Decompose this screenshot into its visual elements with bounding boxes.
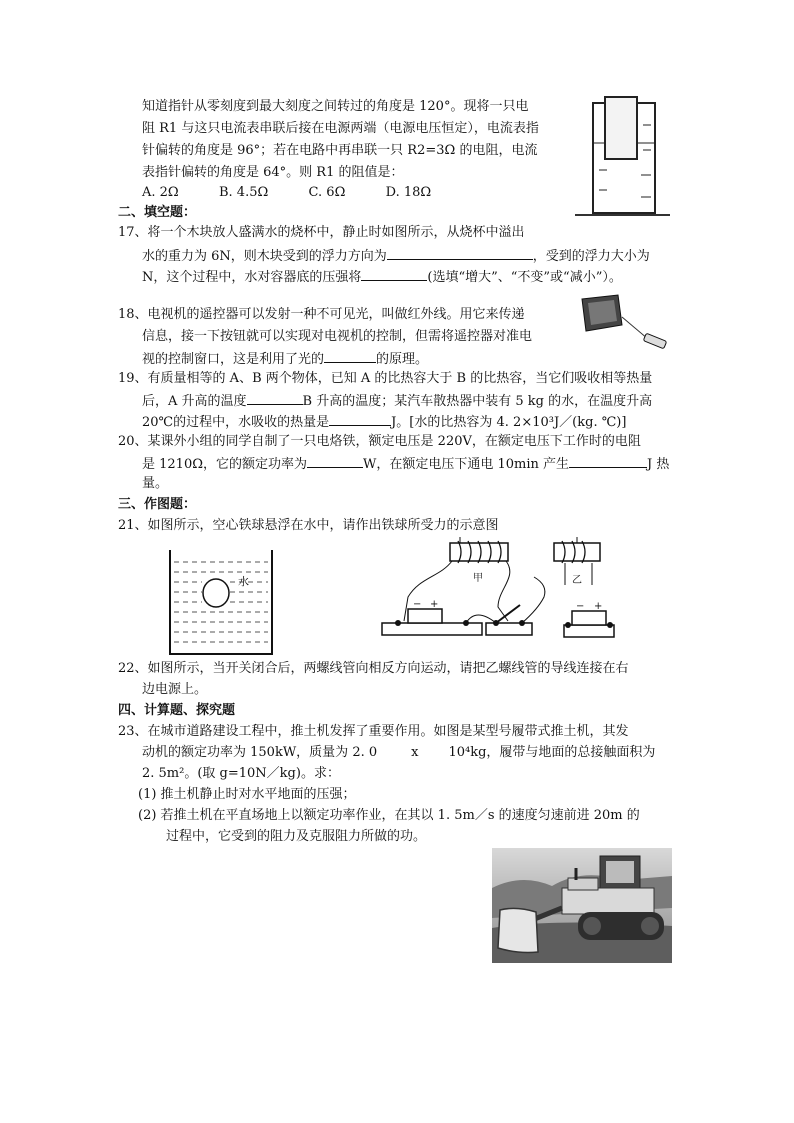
answer-blank[interactable] [247, 390, 303, 405]
q17-text: ，受到的浮力大小为 [532, 249, 650, 264]
tv-remote-figure [578, 293, 670, 355]
q18-line-2: 信息，接一下按钮就可以实现对电视机的控制，但需将遥控器对准电 [142, 329, 533, 344]
q17-line-2 [142, 245, 650, 267]
q17-text: (选填“增大”、“不变”或“减小”）。 [427, 270, 622, 285]
q23-part-2-line-1: (2) 若推土机在平直场地上以额定功率作业，在其以 1. 5m／s 的速度匀速前进 20m 的 [138, 808, 640, 823]
q16-options [142, 183, 431, 203]
q19-text: 后，A 升高的温度 [142, 394, 247, 409]
section-title-drawing: 三、作图题： [118, 497, 197, 512]
q23-line-3: 2. 5m²。(取 g=10N／kg)。求： [142, 766, 340, 781]
q23-line-2 [142, 743, 655, 763]
q16-option-c: C. 6Ω [308, 185, 346, 200]
q23-line-1: 23、在城市道路建设工程中，推土机发挥了重要作用。如图是某型号履带式推土机，其发 [118, 724, 629, 739]
q19-line-2 [142, 390, 652, 412]
q23-text: 10⁴kg，履带与地面的总接触面积为 [448, 745, 656, 760]
solenoids-figure [380, 537, 616, 649]
q19-text: 20℃的过程中，水吸收的热量是 [142, 415, 330, 430]
answer-blank[interactable] [329, 411, 391, 426]
q18-line-3 [142, 348, 428, 370]
q17-text: N，这个过程中，水对容器底的压强将 [142, 270, 362, 285]
battery-a-minus: − [413, 599, 422, 610]
q20-line-1: 20、某课外小组的同学自制了一只电烙铁，额定电压是 220V，在额定电压下工作时的电阻 [118, 434, 641, 449]
answer-blank[interactable] [387, 245, 533, 260]
q16-option-a: A. 2Ω [142, 185, 179, 200]
q18-text: 的原理。 [376, 352, 429, 367]
q22-line-1: 22、如图所示，当开关闭合后，两螺线管向相反方向运动，请把乙螺线管的导线连接在右 [118, 661, 629, 676]
q16-option-d: D. 18Ω [385, 185, 432, 200]
water-label: 水 [238, 575, 249, 588]
q18-text: 视的控制窗口，这是利用了光的 [142, 352, 325, 367]
battery-b-minus: − [576, 601, 585, 612]
q20-text: W，在额定电压下通电 10min 产生 [363, 457, 570, 472]
q16-line-2: 阻 R1 与这只电流表串联后接在电源两端（电源电压恒定），电流表指 [142, 121, 539, 136]
answer-blank[interactable] [324, 348, 376, 363]
battery-b-plus: + [594, 601, 603, 612]
q16-option-b: B. 4.5Ω [218, 185, 269, 200]
q16-line-1: 知道指针从零刻度到最大刻度之间转过的角度是 120°。现将一只电 [142, 99, 529, 114]
answer-blank[interactable] [307, 453, 363, 468]
battery-a-plus: + [430, 599, 439, 610]
q20-line-3: 量。 [142, 476, 169, 491]
answer-blank[interactable] [569, 453, 647, 468]
q17-line-1: 17、将一个木块放人盛满水的烧杯中，静止时如图所示，从烧杯中溢出 [118, 225, 525, 240]
q23-part-2-line-2: 过程中，它受到的阻力及克服阻力所做的功。 [166, 829, 427, 844]
q20-line-2 [142, 453, 669, 475]
solenoid-b-label: 乙 [572, 575, 582, 586]
q17-line-3 [142, 266, 622, 288]
q23-text: 动机的额定功率为 150kW，质量为 2. 0 [142, 745, 378, 760]
answer-blank[interactable] [361, 266, 427, 281]
q23-part-1: (1) 推土机静止时对水平地面的压强； [138, 787, 356, 802]
q21-text: 21、如图所示，空心铁球悬浮在水中，请作出铁球所受力的示意图 [118, 518, 499, 533]
bulldozer-photo [492, 848, 672, 963]
solenoid-a-label: 甲 [473, 573, 483, 584]
q19-text: B 升高的温度；某汽车散热器中装有 5 kg 的水，在温度升高 [302, 394, 653, 409]
section-title-calculation: 四、计算题、探究题 [118, 703, 236, 718]
q16-line-4: 表指针偏转的角度是 64°。则 R1 的阻值是： [142, 165, 404, 180]
suspended-ball-figure [168, 548, 276, 658]
q17-text: 水的重力为 6N，则木块受到的浮力方向为 [142, 249, 387, 264]
q19-text: J。[水的比热容为 4. 2×10³J／(kg. ℃)] [391, 415, 627, 430]
q16-line-3: 针偏转的角度是 96°；若在电路中再串联一只 R2=3Ω 的电阻，电流 [142, 143, 538, 158]
q23-text: x [411, 745, 419, 760]
q18-line-1: 18、电视机的遥控器可以发射一种不可见光，叫做红外线。用它来传递 [118, 307, 525, 322]
q20-text: 是 1210Ω，它的额定功率为 [142, 457, 307, 472]
q19-line-3 [142, 411, 626, 433]
q22-line-2: 边电源上。 [142, 682, 208, 697]
section-title-fill-in: 二、填空题： [118, 205, 197, 220]
q19-line-1: 19、有质量相等的 A、B 两个物体，已知 A 的比热容大于 B 的比热容，当它们吸收相等热量 [118, 371, 653, 386]
q20-text: J 热 [647, 457, 670, 472]
beaker-block-figure [575, 95, 670, 220]
